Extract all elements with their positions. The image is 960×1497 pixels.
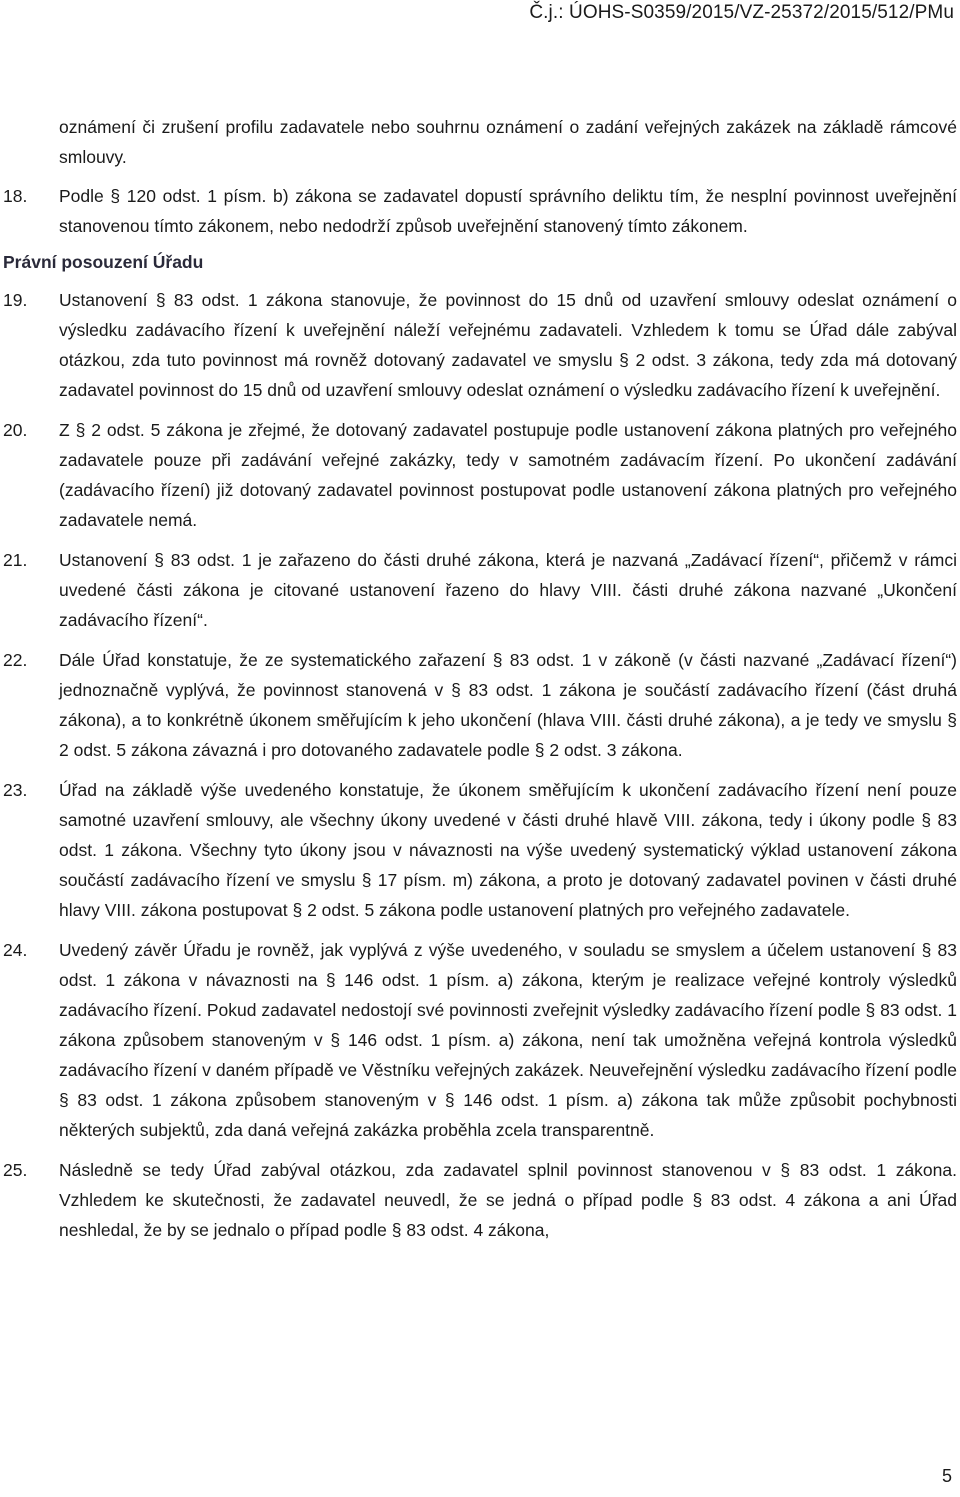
paragraph-text: Uvedený závěr Úřadu je rovněž, jak vyplývá z výše uvedeného, v souladu se smyslem a účelem ustanovení § 83 odst. 1 zákona v návaznosti na § 146 odst. 1 písm. a) zákona, kterým je realizace veřejné kontroly výsledků zadávacího řízení. Pokud zadavatel nedostojí své povinnosti zveřejnit výsledky zadávacího řízení podle § 83 odst. 1 zákona způsobem stanoveným v § 146 odst. 1 písm. a) zákona, není tak umožněna veřejná kontrola výsledků zadávacího řízení v daném případě ve Věstníku veřejných zakázek. Neuveřejnění výsledku zadávacího řízení podle § 83 odst. 1 zákona způsobem stanoveným v § 146 odst. 1 písm. a) zákona tak může způsobit pochybnosti některých subjektů, zda daná veřejná zakázka proběhla zcela transparentně. [59,940,957,1140]
paragraph-number: 21. [3,550,28,570]
numbered-paragraph-21 [3,545,957,635]
intro-continuation-text: oznámení či zrušení profilu zadavatele nebo souhrnu oznámení o zadání veřejných zakázek na základě rámcové smlouvy. [59,117,957,167]
paragraph-number: 24. [3,940,28,960]
numbered-paragraph-19 [3,285,957,405]
document-body [3,112,957,1251]
paragraph-number: 20. [3,420,28,440]
numbered-paragraph-25 [3,1155,957,1245]
document-reference-header: Č.j.: ÚOHS-S0359/2015/VZ-25372/2015/512/PMu [529,2,954,23]
paragraph-text: Ustanovení § 83 odst. 1 je zařazeno do části druhé zákona, která je nazvaná „Zadávací řízení“, přičemž v rámci uvedené části zákona je citované ustanovení řazeno do hlavy VIII. části druhé zákona nazvané „Ukončení zadávacího řízení“. [59,550,957,630]
numbered-paragraph-22 [3,645,957,765]
paragraph-number: 25. [3,1160,28,1180]
numbered-paragraph-18 [3,181,957,241]
paragraph-number: 18. [3,186,28,206]
paragraph-number: 19. [3,290,28,310]
paragraph-text: Následně se tedy Úřad zabýval otázkou, zda zadavatel splnil povinnost stanovenou v § 83 odst. 1 zákona. Vzhledem ke skutečnosti, že zadavatel neuvedl, že se jedná o případ podle § 83 odst. 4 zákona a ani Úřad neshledal, že by se jednalo o případ podle § 83 odst. 4 zákona, [59,1160,957,1240]
page-number: 5 [941,1466,952,1486]
paragraph-text: Úřad na základě výše uvedeného konstatuje, že úkonem směřujícím k ukončení zadávacího řízení není pouze samotné uzavření smlouvy, ale všechny úkony uvedené v části druhé hlavě VIII. zákona, tedy i úkony podle § 83 odst. 1 zákona. Všechny tyto úkony jsou v návaznosti na výše uvedený systematický výklad ustanovení zákona součástí zadávacího řízení ve smyslu § 17 písm. m) zákona, a proto je dotovaný zadavatel povinen v části druhé hlavy VIII. zákona postupovat § 2 odst. 5 zákona podle ustanovení platných pro veřejného zadavatele. [59,780,957,920]
paragraph-text: Z § 2 odst. 5 zákona je zřejmé, že dotovaný zadavatel postupuje podle ustanovení zákona platných pro veřejného zadavatele pouze při zadávání veřejné zakázky, tedy v samotném zadávacím řízení. Po ukončení zadávání (zadávacího řízení) již dotovaný zadavatel povinnost postupovat podle ustanovení zákona platných pro veřejného zadavatele nemá. [59,420,957,530]
paragraph-text: Dále Úřad konstatuje, že ze systematického zařazení § 83 odst. 1 v zákoně (v části nazvané „Zadávací řízení“) jednoznačně vyplývá, že povinnost stanovená v § 83 odst. 1 zákona je součástí zadávacího řízení (část druhá zákona), a to konkrétně úkonem směřujícím k jeho ukončení (hlava VIII. části druhé zákona), a je tedy ve smyslu § 2 odst. 5 zákona závazná i pro dotovaného zadavatele podle § 2 odst. 3 zákona. [59,650,957,760]
numbered-paragraph-23 [3,775,957,925]
section-heading: Právní posouzení Úřadu [3,252,204,272]
numbered-paragraph-24 [3,935,957,1145]
paragraph-text: Podle § 120 odst. 1 písm. b) zákona se zadavatel dopustí správního deliktu tím, že nesplní povinnost uveřejnění stanovenou tímto zákonem, nebo nedodrží způsob uveřejnění stanovený tímto zákonem. [59,186,957,236]
paragraph-number: 22. [3,650,28,670]
numbered-paragraph-20 [3,415,957,535]
paragraph-number: 23. [3,780,28,800]
paragraph-text: Ustanovení § 83 odst. 1 zákona stanovuje, že povinnost do 15 dnů od uzavření smlouvy odeslat oznámení o výsledku zadávacího řízení k uveřejnění náleží veřejnému zadavateli. Vzhledem k tomu se Úřad dále zabýval otázkou, zda tuto povinnost má rovněž dotovaný zadavatel ve smyslu § 2 odst. 3 zákona, tedy zda má dotovaný zadavatel povinnost do 15 dnů od uzavření smlouvy odeslat oznámení o výsledku zadávacího řízení k uveřejnění. [59,290,957,400]
